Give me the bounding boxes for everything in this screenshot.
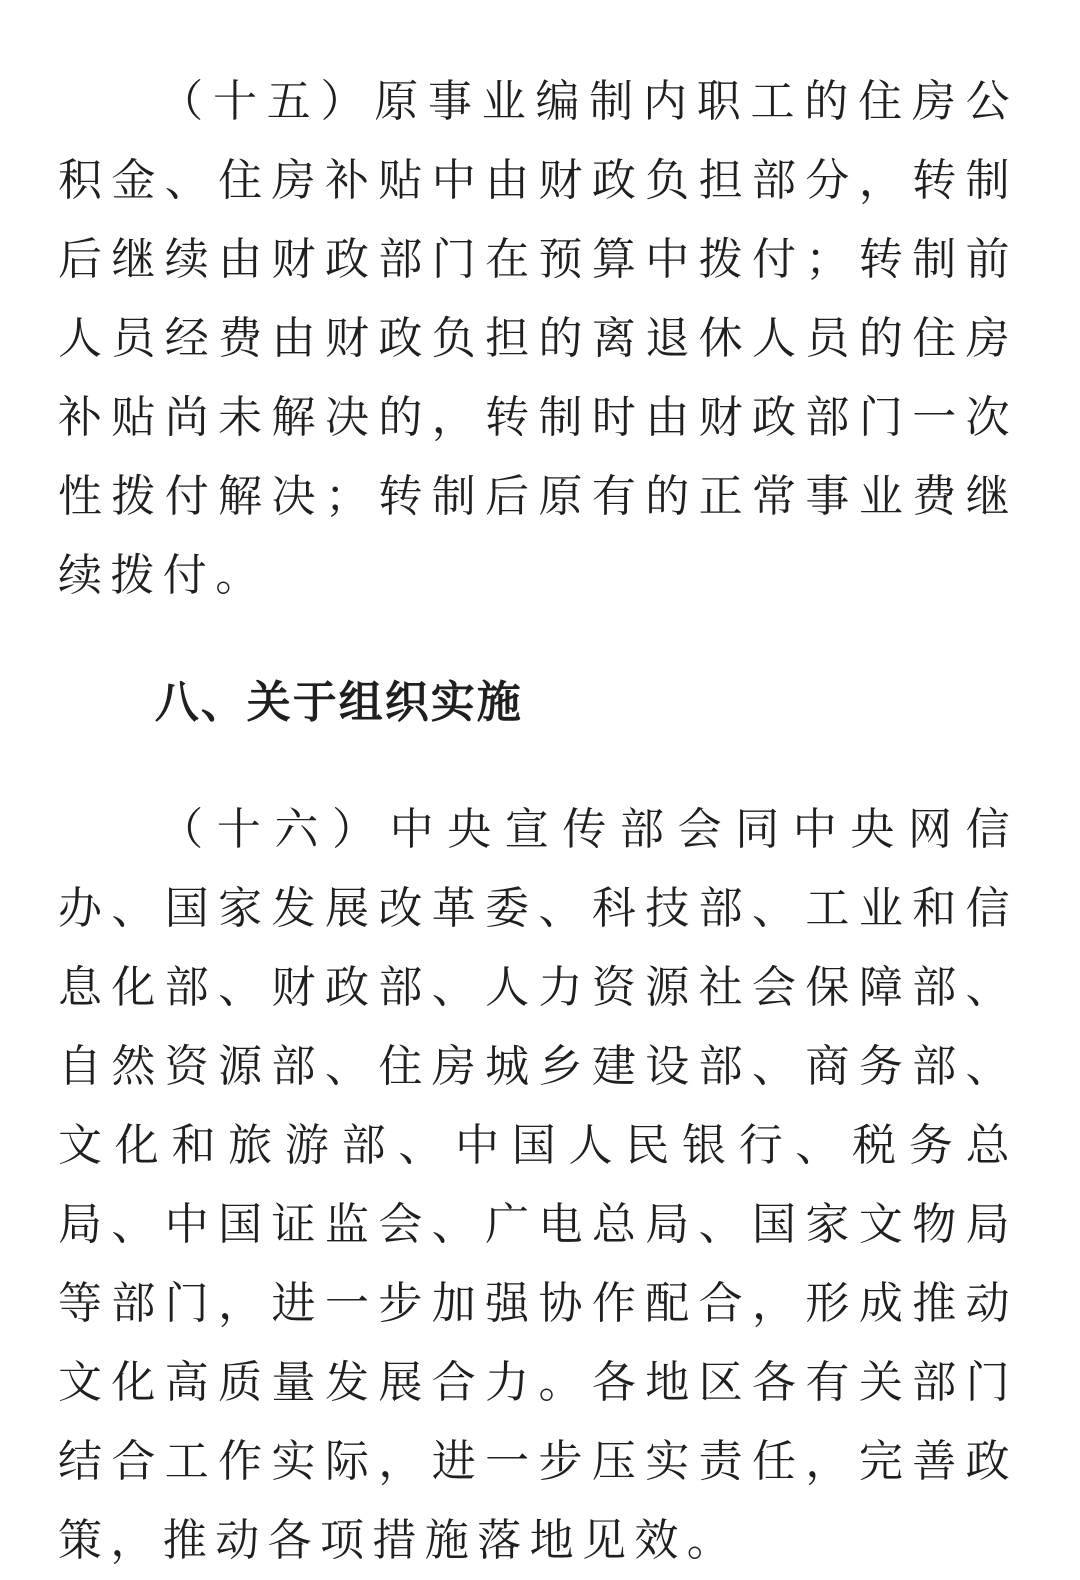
- section-heading-organization: 八、关于组织实施: [154, 677, 523, 728]
- paragraph-item-16: （十六）中央宣传部会同中央网信办、国家发展改革委、科技部、工业和信息化部、财政部、人力资源社会保障部、自然资源部、住房城乡建设部、商务部、文化和旅游部、中国人民银行、税务总局、中国证监会、广电总局、国家文物局等部门，进一步加强协作配合，形成推动文化高质量发展合力。各地区各有关部门结合工作实际，进一步压实责任，完善政策，推动各项措施落地见效。: [58, 804, 1018, 1566]
- article-body: [58, 62, 1018, 1580]
- paragraph-item-15: （十五）原事业编制内职工的住房公积金、住房补贴中由财政负担部分，转制后继续由财政部门在预算中拨付；转制前人员经费由财政负担的离退休人员的住房补贴尚未解决的，转制时由财政部门一次性拨付解决；转制后原有的正常事业费继续拨付。: [58, 76, 1018, 601]
